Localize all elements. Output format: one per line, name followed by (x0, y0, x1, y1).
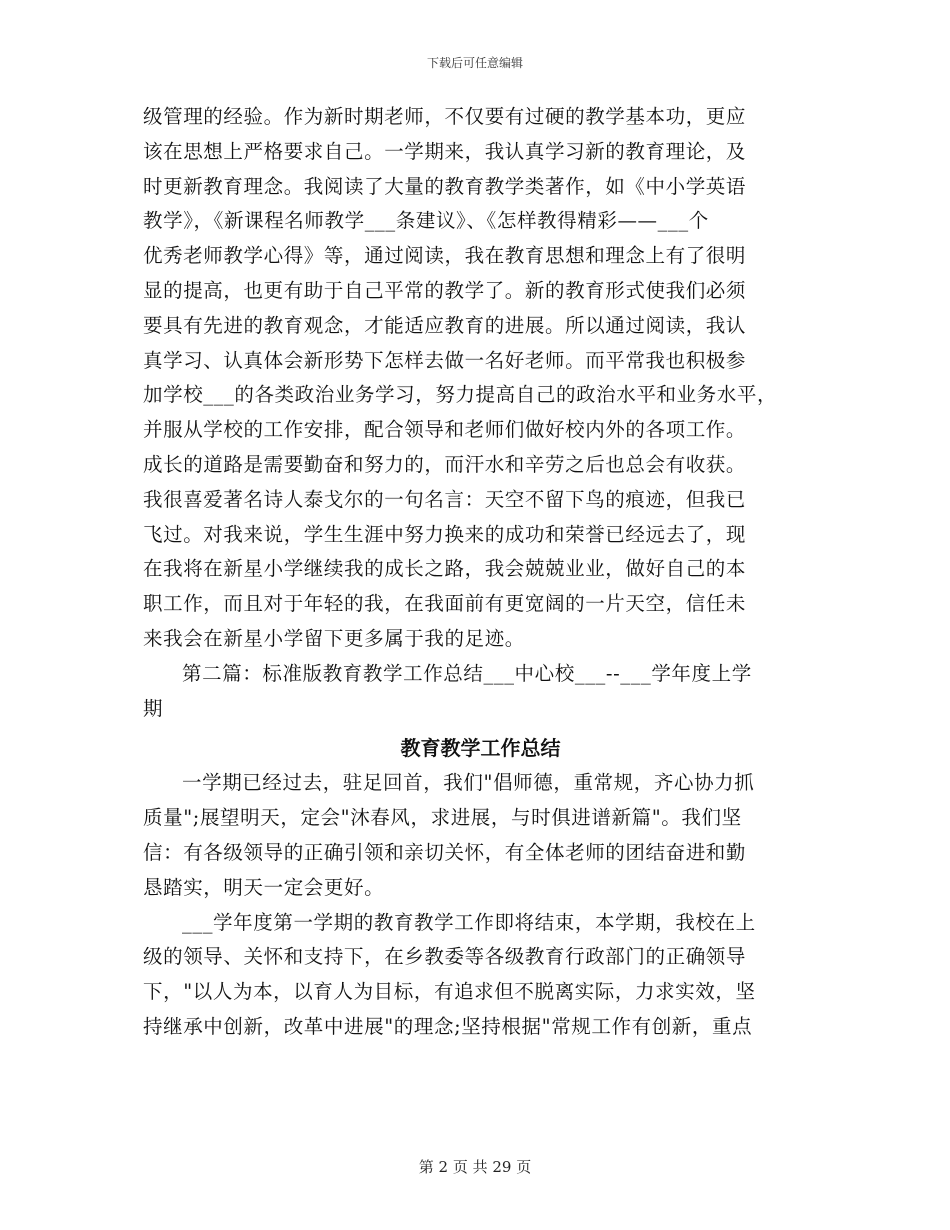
text-line: 一学期已经过去，驻足回首，我们"倡师德，重常规，齐心协力抓 (182, 771, 755, 795)
text-line: 级的领导、关怀和支持下，在乡教委等各级教育行政部门的正确领导 (143, 945, 747, 969)
page-footer: 第 2 页 共 29 页 (418, 1158, 532, 1176)
section-heading (143, 657, 818, 727)
text-line: 优秀老师教学心得》等，通过阅读，我在教育思想和理念上有了很明 (143, 244, 747, 268)
section-heading-line: 第二篇：标准版教育教学工作总结___中心校___--___学年度上学 (182, 661, 752, 685)
text-line: 我很喜爱著名诗人泰戈尔的一句名言：天空不留下鸟的痕迹，但我已 (143, 487, 747, 511)
paragraph-1 (143, 100, 818, 657)
section-heading-line: 期 (143, 696, 164, 720)
text-line: 显的提高，也更有助于自己平常的教学了。新的教育形式使我们必须 (143, 278, 747, 302)
text-line: 要具有先进的教育观念，才能适应教育的进展。所以通过阅读，我认 (143, 313, 747, 337)
text-line: 持继承中创新，改革中进展"的理念;坚持根据"常规工作有创新，重点 (143, 1014, 753, 1038)
text-line: 信：有各级领导的正确引领和亲切关怀，有全体老师的团结奋进和勤 (143, 840, 747, 864)
text-line: 教学》，《新课程名师教学___条建议》、《怎样教得精彩——___个 (143, 209, 709, 233)
text-line: 来我会在新星小学留下更多属于我的足迹。 (143, 626, 525, 650)
text-line: 质量";展望明天，定会"沐春风，求进展，与时俱进谱新篇"。我们坚 (143, 806, 742, 830)
text-line: 在我将在新星小学继续我的成长之路，我会兢兢业业，做好自己的本 (143, 557, 747, 581)
text-line: 并服从学校的工作安排，配合领导和老师们做好校内外的各项工作。 (143, 418, 747, 442)
document-body (143, 100, 818, 1045)
text-line: 下，"以人为本，以育人为目标，有追求但不脱离实际，力求实效，坚 (143, 980, 756, 1004)
text-line: 真学习、认真体会新形势下怎样去做一名好老师。而平常我也积极参 (143, 348, 747, 372)
text-line: 恳踏实，明天一定会更好。 (143, 875, 385, 899)
text-line: 该在思想上严格要求自己。一学期来，我认真学习新的教育理论，及 (143, 139, 747, 163)
text-line: 成长的道路是需要勤奋和努力的，而汗水和辛劳之后也总会有收获。 (143, 452, 747, 476)
text-line: 级管理的经验。作为新时期老师，不仅要有过硬的教学基本功，更应 (143, 105, 747, 128)
text-line: 飞过。对我来说，学生生涯中努力换来的成功和荣誉已经远去了，现 (143, 522, 747, 546)
paragraph-3 (143, 906, 818, 1045)
page-header: 下载后可任意编辑 (426, 56, 523, 70)
text-line: 时更新教育理念。我阅读了大量的教育教学类著作，如《中小学英语 (143, 174, 747, 198)
paragraph-2 (143, 766, 818, 905)
document-title: 教育教学工作总结 (400, 736, 561, 761)
text-line: 加学校___的各类政治业务学习，努力提高自己的政治水平和业务水平， (143, 383, 778, 407)
text-line: ___学年度第一学期的教育教学工作即将结束，本学期，我校在上 (182, 910, 756, 934)
text-line: 职工作，而且对于年轻的我，在我面前有更宽阔的一片天空，信任未 (143, 592, 747, 616)
